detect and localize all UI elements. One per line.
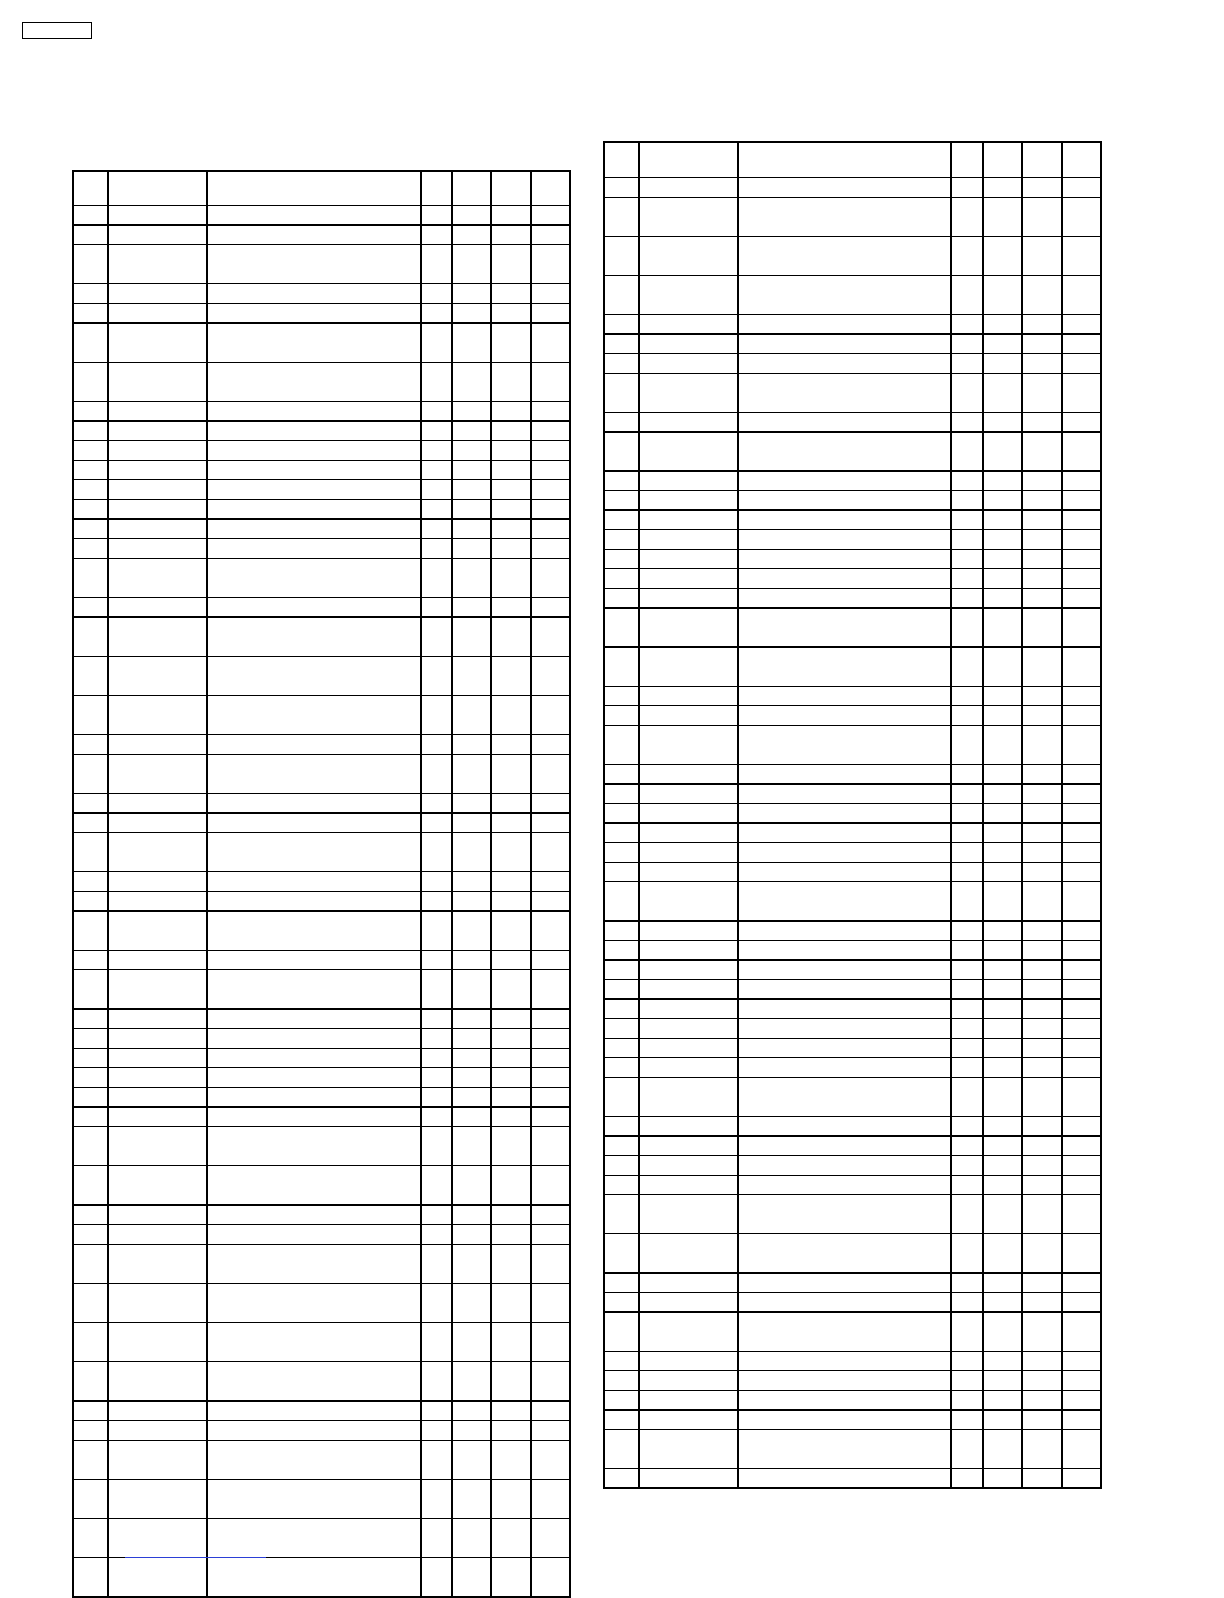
- table-row: [604, 725, 1101, 764]
- row-divider: [73, 420, 570, 421]
- row-divider: [604, 275, 1101, 276]
- table-row: [604, 823, 1101, 843]
- row-divider: [73, 1596, 570, 1597]
- table-row: [73, 323, 570, 362]
- row-divider: [73, 754, 570, 755]
- table-row: [604, 373, 1101, 412]
- row-divider: [73, 910, 570, 911]
- row-divider: [73, 1244, 570, 1245]
- table-row: [73, 656, 570, 695]
- row-divider: [604, 588, 1101, 589]
- header-cell: [604, 142, 639, 178]
- table-row: [604, 354, 1101, 374]
- table-row: [73, 793, 570, 813]
- header-cell: [639, 142, 738, 178]
- row-divider: [73, 1008, 570, 1009]
- row-divider: [604, 940, 1101, 941]
- row-divider: [73, 616, 570, 617]
- row-divider: [604, 373, 1101, 374]
- column-divider: [420, 171, 422, 1597]
- row-divider: [73, 1224, 570, 1225]
- row-divider: [604, 1370, 1101, 1371]
- table-row: [73, 1029, 570, 1049]
- column-divider: [1061, 142, 1063, 1488]
- column-divider: [982, 142, 984, 1488]
- table-row: [73, 499, 570, 519]
- table-row: [604, 843, 1101, 863]
- table-row: [604, 569, 1101, 589]
- table-row: [604, 471, 1101, 491]
- table-row: [73, 891, 570, 911]
- table-row: [604, 706, 1101, 726]
- row-divider: [604, 705, 1101, 706]
- row-divider: [604, 1233, 1101, 1234]
- row-divider: [604, 470, 1101, 471]
- table-row: [73, 1068, 570, 1088]
- row-divider: [73, 1361, 570, 1362]
- table-row: [604, 432, 1101, 471]
- row-divider: [604, 1351, 1101, 1352]
- row-divider: [604, 607, 1101, 608]
- row-divider: [73, 891, 570, 892]
- table-row: [604, 1077, 1101, 1116]
- table-row: [604, 1410, 1101, 1430]
- row-divider: [73, 283, 570, 284]
- table-row: [604, 549, 1101, 569]
- table-row: [604, 999, 1101, 1019]
- table-row: [604, 1312, 1101, 1351]
- table-row: [73, 950, 570, 970]
- table-row: [73, 205, 570, 225]
- row-divider: [73, 1283, 570, 1284]
- row-divider: [604, 490, 1101, 491]
- table-row: [604, 1390, 1101, 1410]
- table-row: [604, 1038, 1101, 1058]
- row-divider: [604, 1272, 1101, 1273]
- row-divider: [604, 509, 1101, 510]
- row-divider: [73, 734, 570, 735]
- row-divider: [73, 224, 570, 225]
- table-row: [73, 460, 570, 480]
- table-row: [604, 1058, 1101, 1078]
- header-cell: [1062, 142, 1101, 178]
- row-divider: [73, 460, 570, 461]
- row-divider: [73, 1067, 570, 1068]
- row-divider: [73, 656, 570, 657]
- table-row: [604, 804, 1101, 824]
- table-row: [73, 1009, 570, 1029]
- header-cell: [738, 142, 951, 178]
- row-divider: [604, 333, 1101, 334]
- row-divider: [604, 177, 1101, 179]
- table-row: [604, 940, 1101, 960]
- row-divider: [604, 1487, 1101, 1488]
- column-divider: [206, 171, 208, 1597]
- table-row: [73, 833, 570, 872]
- row-divider: [73, 518, 570, 519]
- row-divider: [604, 1057, 1101, 1058]
- table-row: [604, 491, 1101, 511]
- row-divider: [73, 303, 570, 304]
- header-cell: [73, 171, 108, 205]
- row-divider: [73, 1420, 570, 1421]
- column-divider: [569, 171, 571, 1597]
- table-row: [604, 980, 1101, 1000]
- table-row: [604, 1469, 1101, 1489]
- row-divider: [73, 1322, 570, 1323]
- row-divider: [73, 170, 570, 171]
- table-row: [73, 245, 570, 284]
- table-row: [604, 334, 1101, 354]
- row-divider: [604, 764, 1101, 765]
- table-row: [604, 1371, 1101, 1391]
- footer-link[interactable]: [125, 1557, 266, 1558]
- row-divider: [73, 695, 570, 696]
- row-divider: [73, 538, 570, 539]
- row-divider: [604, 1175, 1101, 1176]
- row-divider: [604, 1116, 1101, 1117]
- table-row: [73, 872, 570, 892]
- header-cell: [207, 171, 421, 205]
- row-divider: [604, 1390, 1101, 1391]
- row-divider: [604, 353, 1101, 354]
- row-divider: [604, 1311, 1101, 1312]
- column-divider: [603, 142, 605, 1488]
- row-divider: [604, 412, 1101, 413]
- header-cell: [951, 142, 983, 178]
- table-row: [604, 608, 1101, 647]
- table-row: [73, 480, 570, 500]
- table-row: [73, 519, 570, 539]
- row-divider: [73, 1126, 570, 1127]
- table-row: [604, 1293, 1101, 1313]
- row-divider: [73, 1048, 570, 1049]
- row-divider: [73, 1106, 570, 1107]
- table-row: [73, 911, 570, 950]
- row-divider: [604, 1018, 1101, 1019]
- row-divider: [73, 362, 570, 363]
- table-row: [604, 530, 1101, 550]
- table-row: [73, 1519, 570, 1558]
- table-row: [73, 1479, 570, 1518]
- row-divider: [73, 1028, 570, 1029]
- row-divider: [73, 1087, 570, 1088]
- table-row: [73, 617, 570, 656]
- table-row: [604, 921, 1101, 941]
- table-row: [73, 1440, 570, 1479]
- row-divider: [73, 969, 570, 970]
- row-divider: [73, 1400, 570, 1401]
- table-row: [73, 1401, 570, 1421]
- table-row: [604, 1351, 1101, 1371]
- table-row: [73, 1087, 570, 1107]
- row-divider: [73, 322, 570, 323]
- table-row: [73, 597, 570, 617]
- column-divider: [107, 171, 109, 1597]
- row-divider: [604, 529, 1101, 530]
- table-row: [73, 225, 570, 245]
- column-divider: [950, 142, 952, 1488]
- table-row: [73, 1244, 570, 1283]
- header-cell: [421, 171, 452, 205]
- row-divider: [73, 1165, 570, 1166]
- row-divider: [73, 479, 570, 480]
- row-divider: [604, 920, 1101, 921]
- table-row: [73, 558, 570, 597]
- row-divider: [604, 998, 1101, 999]
- row-divider: [604, 1135, 1101, 1136]
- table-row: [604, 1019, 1101, 1039]
- row-divider: [604, 1155, 1101, 1156]
- row-divider: [604, 979, 1101, 980]
- table-row: [604, 1156, 1101, 1176]
- row-divider: [73, 205, 570, 207]
- row-divider: [604, 686, 1101, 687]
- row-divider: [604, 1194, 1101, 1195]
- row-divider: [604, 1468, 1101, 1469]
- table-row: [604, 784, 1101, 804]
- table-row: [604, 1136, 1101, 1156]
- row-divider: [604, 236, 1101, 237]
- table-row: [73, 695, 570, 734]
- row-divider: [73, 401, 570, 402]
- table-row: [604, 960, 1101, 980]
- row-divider: [604, 1429, 1101, 1430]
- table-row: [73, 401, 570, 421]
- row-divider: [604, 725, 1101, 726]
- table-row: [73, 1323, 570, 1362]
- table-row: [73, 813, 570, 833]
- row-divider: [604, 1038, 1101, 1039]
- table-row: [73, 1558, 570, 1597]
- table-row: [604, 1175, 1101, 1195]
- row-divider: [73, 1518, 570, 1519]
- table-row: [73, 1225, 570, 1245]
- table-row: [73, 1048, 570, 1068]
- table-row: [73, 1107, 570, 1127]
- table-row: [73, 303, 570, 323]
- row-divider: [604, 959, 1101, 960]
- table-row: [604, 647, 1101, 686]
- row-divider: [73, 244, 570, 245]
- header-cell: [491, 171, 531, 205]
- table-row: [73, 441, 570, 461]
- column-divider: [72, 171, 74, 1597]
- table-row: [73, 754, 570, 793]
- table-row: [73, 1166, 570, 1205]
- table-row: [604, 315, 1101, 335]
- table-row: [73, 1362, 570, 1401]
- row-divider: [604, 141, 1101, 142]
- table-row: [604, 1195, 1101, 1234]
- column-divider: [737, 142, 739, 1488]
- row-divider: [604, 803, 1101, 804]
- table-row: [73, 970, 570, 1009]
- table-row: [604, 412, 1101, 432]
- table-row: [604, 1116, 1101, 1136]
- table-row: [604, 510, 1101, 530]
- table-row: [604, 275, 1101, 314]
- row-divider: [73, 440, 570, 441]
- row-divider: [604, 646, 1101, 647]
- row-divider: [604, 842, 1101, 843]
- row-divider: [604, 197, 1101, 198]
- row-divider: [73, 597, 570, 598]
- row-divider: [604, 1292, 1101, 1293]
- table-row: [604, 1234, 1101, 1273]
- table-row: [604, 686, 1101, 706]
- table-row: [604, 882, 1101, 921]
- table-row: [73, 421, 570, 441]
- table-row: [73, 1205, 570, 1225]
- row-divider: [604, 1077, 1101, 1078]
- row-divider: [604, 862, 1101, 863]
- row-divider: [73, 871, 570, 872]
- row-divider: [604, 881, 1101, 882]
- table-row: [604, 178, 1101, 198]
- column-divider: [490, 171, 492, 1597]
- column-divider: [1100, 142, 1102, 1488]
- header-cell: [1022, 142, 1062, 178]
- table-row: [73, 1127, 570, 1166]
- row-divider: [604, 783, 1101, 784]
- row-divider: [73, 1204, 570, 1205]
- column-divider: [530, 171, 532, 1597]
- row-divider: [73, 1479, 570, 1480]
- row-divider: [73, 950, 570, 951]
- table-row: [73, 362, 570, 401]
- header-cell: [108, 171, 207, 205]
- table-row: [604, 862, 1101, 882]
- header-cell: [531, 171, 570, 205]
- column-divider: [451, 171, 453, 1597]
- table-row: [604, 1273, 1101, 1293]
- header-cell: [452, 171, 491, 205]
- table-row: [73, 1283, 570, 1322]
- row-divider: [73, 558, 570, 559]
- table-row: [604, 236, 1101, 275]
- table-row: [73, 735, 570, 755]
- row-divider: [604, 1409, 1101, 1410]
- header-cell: [983, 142, 1022, 178]
- table-row: [604, 1429, 1101, 1468]
- row-divider: [73, 793, 570, 794]
- row-divider: [604, 431, 1101, 432]
- table-row: [73, 284, 570, 304]
- table-row: [604, 588, 1101, 608]
- row-divider: [73, 499, 570, 500]
- row-divider: [604, 568, 1101, 569]
- table-row: [73, 539, 570, 559]
- table-row: [604, 764, 1101, 784]
- row-divider: [604, 314, 1101, 315]
- column-divider: [1021, 142, 1023, 1488]
- column-divider: [638, 142, 640, 1488]
- row-divider: [604, 822, 1101, 823]
- row-divider: [73, 832, 570, 833]
- table-row: [604, 197, 1101, 236]
- row-divider: [73, 812, 570, 813]
- row-divider: [73, 1440, 570, 1441]
- table-row: [73, 1421, 570, 1441]
- row-divider: [604, 549, 1101, 550]
